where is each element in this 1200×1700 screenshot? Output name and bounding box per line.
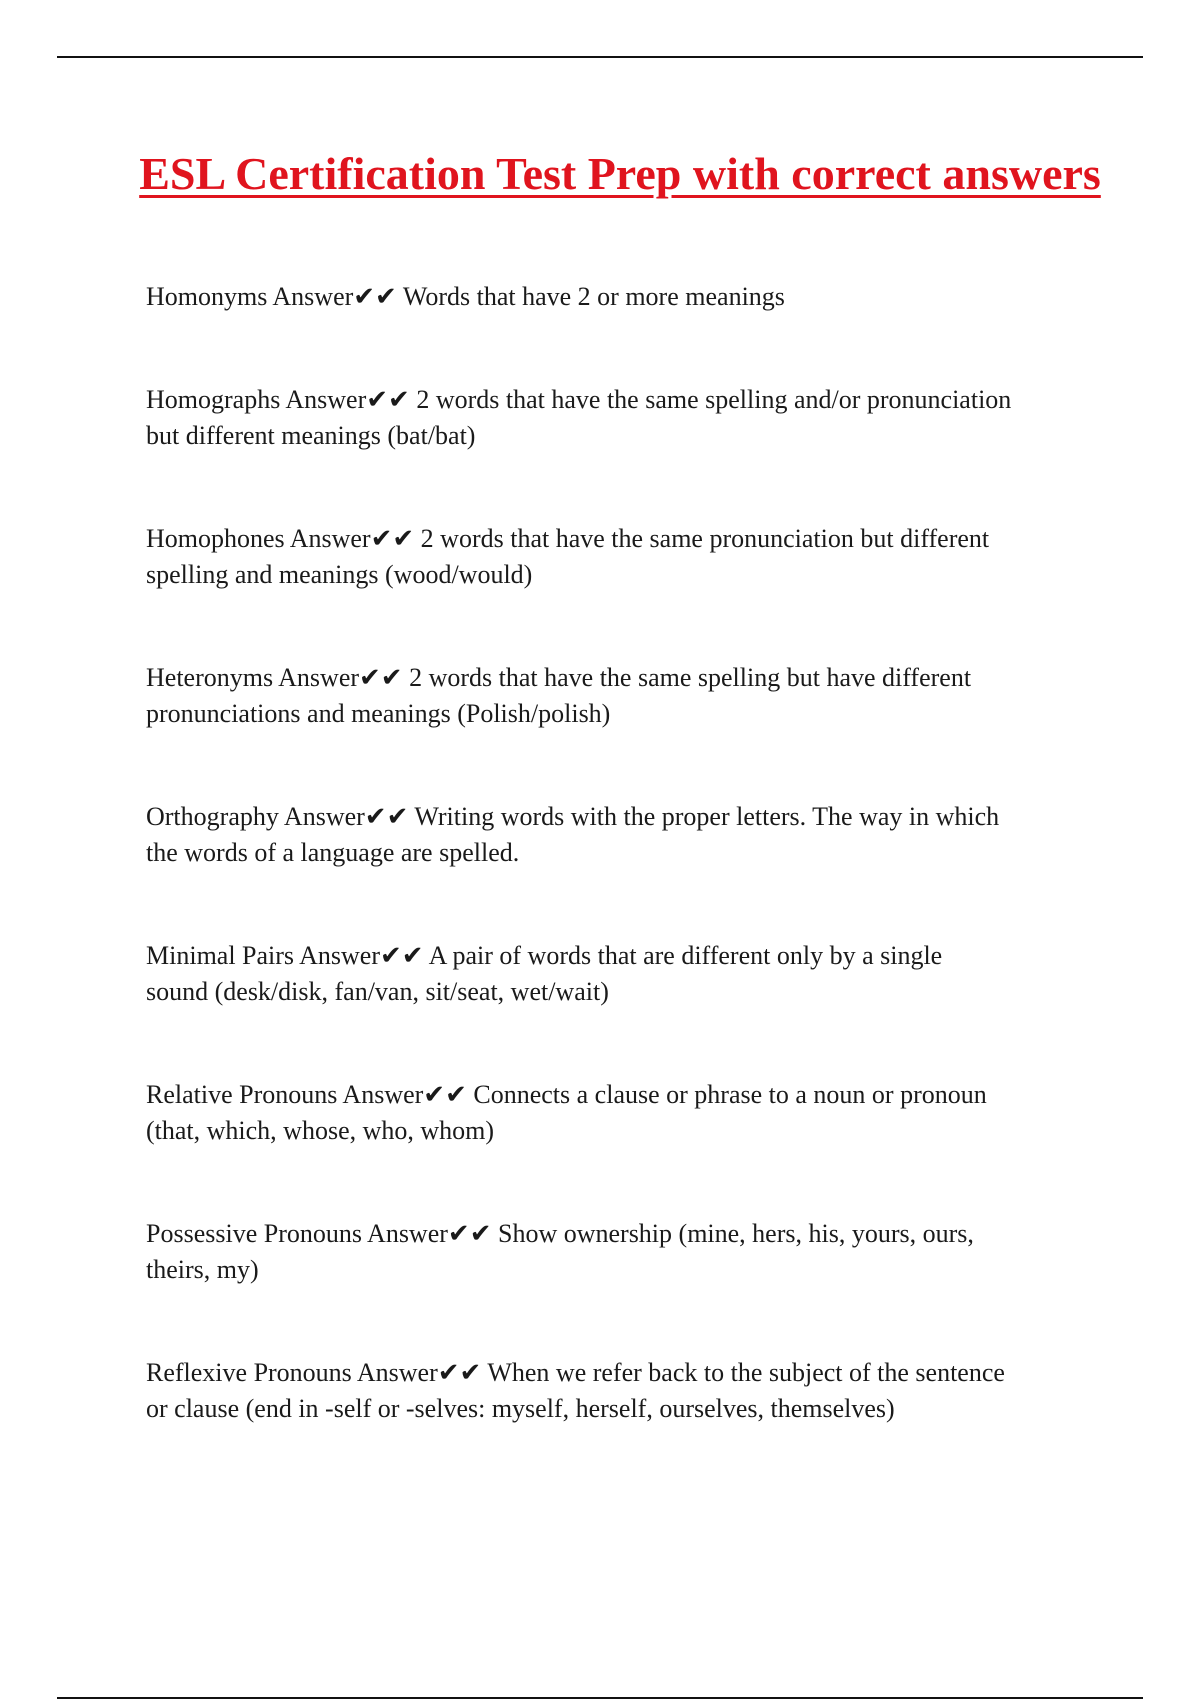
qa-list <box>146 279 1096 1494</box>
qa-entry-reflexive-pronouns: Reflexive Pronouns Answer✔✔ When we refer back to the subject of the sentence or clause (end in -self or -selves: myself, herself, ourselves, themselves) <box>146 1358 1005 1423</box>
header-rule <box>57 56 1143 58</box>
qa-entry-possessive-pronouns: Possessive Pronouns Answer✔✔ Show ownership (mine, hers, his, yours, ours, theirs, my) <box>146 1219 974 1284</box>
qa-entry-homographs: Homographs Answer✔✔ 2 words that have the same spelling and/or pronunciation but different meanings (bat/bat) <box>146 385 1012 450</box>
qa-entry-homophones: Homophones Answer✔✔ 2 words that have the same pronunciation but different spelling and meanings (wood/would) <box>146 524 990 589</box>
qa-entry-homonyms: Homonyms Answer✔✔ Words that have 2 or more meanings <box>146 282 785 311</box>
qa-entry-orthography: Orthography Answer✔✔ Writing words with the proper letters. The way in which the words of a language are spelled. <box>146 802 1000 867</box>
qa-entry-heteronyms: Heteronyms Answer✔✔ 2 words that have the same spelling but have different pronunciations and meanings (Polish/polish) <box>146 663 972 728</box>
footer-rule <box>57 1697 1143 1699</box>
document-title: ESL Certification Test Prep with correct answers <box>139 148 1101 199</box>
qa-entry-minimal-pairs: Minimal Pairs Answer✔✔ A pair of words that are different only by a single sound (desk/disk, fan/van, sit/seat, wet/wait) <box>146 941 943 1006</box>
qa-entry-relative-pronouns: Relative Pronouns Answer✔✔ Connects a clause or phrase to a noun or pronoun (that, which, whose, who, whom) <box>146 1080 987 1145</box>
